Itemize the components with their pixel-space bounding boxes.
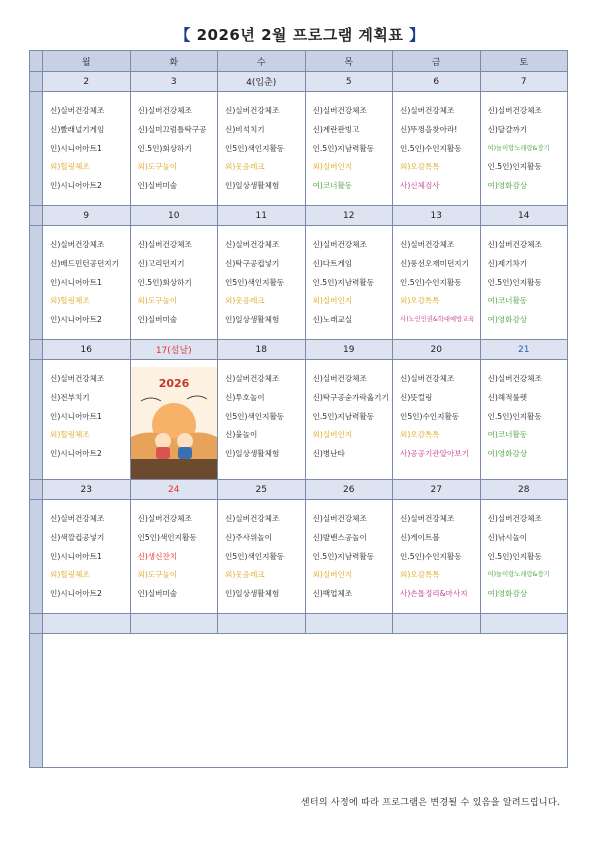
program-item: 신)실버건강체조 xyxy=(225,106,280,115)
date-cell: 13 xyxy=(393,206,481,226)
day-program-cell xyxy=(43,226,131,340)
program-item: 인.5인)지남력활동 xyxy=(312,277,375,287)
blank-cell xyxy=(480,614,568,634)
program-item: 인5인)색인지활동 xyxy=(225,551,285,561)
date-cell: 14 xyxy=(480,206,568,226)
weekday-sat: 토 xyxy=(480,51,568,72)
program-item: 신)게이트볼 xyxy=(400,532,440,542)
program-item: 신)실버건강체조 xyxy=(50,514,105,523)
day-program-cell xyxy=(393,226,481,340)
program-item: 외)실버인지 xyxy=(312,570,353,580)
program-item: 인)시니어아트1 xyxy=(50,277,102,287)
program-item: 신)낚시놀이 xyxy=(487,532,528,542)
program-item: 여)영화감상 xyxy=(487,181,528,191)
program-item: 외)웃음레크 xyxy=(225,162,265,172)
program-item: 신)계란판빙고 xyxy=(312,124,360,134)
day-program-cell xyxy=(43,500,131,614)
program-item: 신)빨래널기게임 xyxy=(50,124,105,134)
date-cell: 17(설날) xyxy=(130,340,218,360)
program-item: 신)실버건강체조 xyxy=(312,374,367,383)
program-item: 신)실버건강체조 xyxy=(225,374,280,383)
program-list xyxy=(481,500,568,599)
program-row xyxy=(30,360,568,480)
program-list xyxy=(218,360,305,459)
date-cell: 26 xyxy=(305,480,393,500)
program-list xyxy=(393,92,480,191)
program-item: 인)시니어아트2 xyxy=(50,449,102,459)
day-program-cell xyxy=(305,92,393,206)
program-item: 인)시니어아트2 xyxy=(50,315,102,325)
program-item: 외)힐링체조 xyxy=(50,162,90,172)
weekday-wed: 수 xyxy=(218,51,306,72)
program-list xyxy=(393,500,480,599)
program-list xyxy=(306,500,393,599)
program-row xyxy=(30,92,568,206)
program-item: 여)영화감상 xyxy=(487,449,528,459)
day-program-cell xyxy=(393,360,481,480)
day-program-cell xyxy=(305,360,393,480)
day-program-cell xyxy=(480,92,568,206)
day-program-cell xyxy=(218,226,306,340)
program-item: 여)코너활동 xyxy=(487,296,528,306)
notes-area xyxy=(43,634,568,768)
program-list xyxy=(218,226,305,325)
day-program-cell xyxy=(480,226,568,340)
date-row xyxy=(30,340,568,360)
program-item: 인)시니어아트1 xyxy=(50,143,102,153)
day-program-cell xyxy=(218,500,306,614)
program-item: 신)주사위놀이 xyxy=(225,532,272,542)
weekday-tue: 화 xyxy=(130,51,218,72)
row-side-cell xyxy=(30,92,43,206)
blank-cell xyxy=(43,614,131,634)
program-item: 사)공공기관알아보기 xyxy=(400,449,469,459)
program-item: 외)오감톡톡 xyxy=(400,430,440,440)
program-item: 여)놀이랑노래랑&장기 xyxy=(487,571,550,579)
program-item: 외)오감톡톡 xyxy=(400,296,440,306)
program-item: 인)일상생활체험 xyxy=(225,181,280,191)
program-item: 인5인)색인지활동 xyxy=(225,277,285,287)
program-item: 신)발밴스공놀이 xyxy=(312,532,367,542)
program-item: 인.5인)지남력활동 xyxy=(312,551,375,561)
row-side-cell xyxy=(30,360,43,480)
day-program-cell xyxy=(130,92,218,206)
weekday-header-row xyxy=(30,51,568,72)
program-item: 신)해적룰렛 xyxy=(487,392,528,402)
blank-cell xyxy=(393,614,481,634)
program-item: 인5인)색인지활동 xyxy=(225,411,285,421)
program-item: 사)노인인권&학대예방교육 xyxy=(400,316,475,324)
title-bracket-left: 【 xyxy=(175,26,191,44)
program-item: 인.5인)인지활동 xyxy=(487,277,542,287)
program-item: 신)탁구공숟가락옮기기 xyxy=(312,392,389,402)
program-item: 여)코너활동 xyxy=(312,181,353,191)
date-cell: 21 xyxy=(480,340,568,360)
program-list xyxy=(306,360,393,459)
program-item: 신)실버건강체조 xyxy=(312,240,367,249)
day-program-cell xyxy=(43,360,131,480)
program-list xyxy=(481,226,568,325)
program-list xyxy=(306,92,393,191)
program-item: 신)뚜껑을찾아라! xyxy=(400,124,458,134)
program-item: 외)오감톡톡 xyxy=(400,570,440,580)
program-item: 신)백업체조 xyxy=(312,589,353,599)
program-item: 인)시니어아트2 xyxy=(50,181,102,191)
program-item: 여)영화감상 xyxy=(487,315,528,325)
date-cell: 9 xyxy=(43,206,131,226)
program-list xyxy=(218,500,305,599)
program-item: 외)실버인지 xyxy=(312,162,353,172)
program-list xyxy=(481,360,568,459)
program-item: 인.5인)수인지활동 xyxy=(400,277,462,287)
weekday-mon: 월 xyxy=(43,51,131,72)
weekday-thu: 목 xyxy=(305,51,393,72)
program-item: 인)실버미술 xyxy=(137,181,178,191)
program-item: 신)노래교실 xyxy=(312,315,353,325)
date-cell: 25 xyxy=(218,480,306,500)
program-item: 신)전부치기 xyxy=(50,392,90,402)
title-text: 2026년 2월 프로그램 계획표 xyxy=(196,26,404,44)
program-list xyxy=(393,226,480,325)
date-cell: 4(입춘) xyxy=(218,72,306,92)
program-item: 신)실버건강체조 xyxy=(487,240,542,249)
program-item: 신)실미끄럼틀탁구공 xyxy=(137,124,207,134)
program-item: 외)실버인지 xyxy=(312,430,353,440)
row-side-cell xyxy=(30,500,43,614)
program-item: 여)놀이랑노래랑&장기 xyxy=(487,144,550,152)
program-item: 외)웃음레크 xyxy=(225,570,265,580)
program-item: 신)비석치기 xyxy=(225,124,265,134)
row-side-cell xyxy=(30,614,43,634)
weekday-fri: 금 xyxy=(393,51,481,72)
change-notice: 센터의 사정에 따라 프로그램은 변경될 수 있음을 알려드립니다. xyxy=(300,798,560,808)
holiday-poster-cell xyxy=(130,360,218,480)
program-item: 신)실버건강체조 xyxy=(487,106,542,115)
program-item: 인5인)색인지활동 xyxy=(137,532,197,542)
program-item: 신)실버건강체조 xyxy=(50,374,105,383)
program-item: 외)힐링체조 xyxy=(50,570,90,580)
program-item: 신)실버건강체조 xyxy=(137,514,192,523)
day-program-cell xyxy=(130,500,218,614)
program-item: 신)실버건강체조 xyxy=(400,374,455,383)
program-item: 신)투호놀이 xyxy=(225,392,265,402)
program-item: 인)시니어아트1 xyxy=(50,411,102,421)
program-item: 신)실버건강체조 xyxy=(225,240,280,249)
date-cell: 6 xyxy=(393,72,481,92)
program-item: 신)실버건강체조 xyxy=(400,106,455,115)
date-cell: 2 xyxy=(43,72,131,92)
program-list xyxy=(43,500,130,599)
day-program-cell xyxy=(393,500,481,614)
poster-illustration xyxy=(131,367,217,479)
program-list xyxy=(306,226,393,325)
date-cell: 20 xyxy=(393,340,481,360)
program-item: 인)일상생활체험 xyxy=(225,315,280,325)
program-item: 인)실버미술 xyxy=(137,589,178,599)
program-item: 외)실버인지 xyxy=(312,296,353,306)
program-item: 인.5인)인지활동 xyxy=(487,162,542,172)
program-item: 외)도구놀이 xyxy=(137,570,178,580)
program-list xyxy=(43,226,130,325)
program-item: 인)실버미술 xyxy=(137,315,178,325)
program-item: 인.5인)수인지활동 xyxy=(400,551,462,561)
program-item: 외)오감톡톡 xyxy=(400,162,440,172)
program-item: 인)일상생활체험 xyxy=(225,589,280,599)
program-item: 신)색깔컵공넣기 xyxy=(50,532,105,542)
poster-year: 2026 xyxy=(158,377,190,390)
program-item: 신)실버건강체조 xyxy=(137,240,192,249)
program-item: 신)실버건강체조 xyxy=(312,106,367,115)
program-item: 인.5인)지남력활동 xyxy=(312,411,375,421)
title-bracket-right: 】 xyxy=(409,26,425,44)
row-side-cell xyxy=(30,634,43,768)
program-calendar xyxy=(29,50,568,768)
program-item: 신)실버건강체조 xyxy=(400,514,455,523)
program-item: 신)뜻컬링 xyxy=(400,392,433,402)
program-item: 외)도구놀이 xyxy=(137,162,178,172)
row-side-cell xyxy=(30,72,43,92)
date-row xyxy=(30,72,568,92)
program-list xyxy=(131,500,218,599)
program-list xyxy=(131,92,218,191)
program-item: 신)다트게임 xyxy=(312,258,353,268)
program-list xyxy=(393,360,480,459)
program-item: 신)윷놀이 xyxy=(225,430,258,440)
date-cell: 12 xyxy=(305,206,393,226)
program-item: 외)웃음레크 xyxy=(225,296,265,306)
notes-row xyxy=(30,634,568,768)
program-item: 외)힐링체조 xyxy=(50,430,90,440)
date-cell: 16 xyxy=(43,340,131,360)
program-item: 인)일상생활체험 xyxy=(225,449,280,459)
program-item: 인.5인)인지활동 xyxy=(487,411,542,421)
program-item: 인)시니어아트2 xyxy=(50,589,102,599)
date-cell: 18 xyxy=(218,340,306,360)
program-item: 신)고리던지기 xyxy=(137,258,185,268)
program-item: 신)생신잔치 xyxy=(137,551,178,561)
date-cell: 11 xyxy=(218,206,306,226)
program-item: 여)영화감상 xyxy=(487,589,528,599)
day-program-cell xyxy=(43,92,131,206)
day-program-cell xyxy=(305,500,393,614)
program-row xyxy=(30,226,568,340)
header-corner xyxy=(30,51,43,72)
blank-row xyxy=(30,614,568,634)
program-item: 신)실버건강체조 xyxy=(312,514,367,523)
program-item: 인.5인)지남력활동 xyxy=(312,143,375,153)
day-program-cell xyxy=(130,226,218,340)
program-item: 신)달걀까기 xyxy=(487,124,528,134)
program-item: 신)실버건강체조 xyxy=(50,240,105,249)
program-item: 인5인)색인지활동 xyxy=(225,143,285,153)
date-row xyxy=(30,480,568,500)
program-item: 인.5인)회상하기 xyxy=(137,277,192,287)
date-cell: 23 xyxy=(43,480,131,500)
date-cell: 28 xyxy=(480,480,568,500)
program-item: 신)풍선오재미던지기 xyxy=(400,258,469,268)
program-item: 신)실버건강체조 xyxy=(487,514,542,523)
program-item: 신)병난타 xyxy=(312,449,345,459)
day-program-cell xyxy=(305,226,393,340)
date-cell: 24 xyxy=(130,480,218,500)
program-item: 외)도구놀이 xyxy=(137,296,178,306)
program-item: 신)실버건강체조 xyxy=(137,106,192,115)
page-title xyxy=(0,24,600,45)
program-item: 인)시니어아트1 xyxy=(50,551,102,561)
program-item: 외)힐링체조 xyxy=(50,296,90,306)
program-item: 사)신체검사 xyxy=(400,181,440,191)
row-side-cell xyxy=(30,480,43,500)
date-cell: 3 xyxy=(130,72,218,92)
date-cell: 10 xyxy=(130,206,218,226)
blank-cell xyxy=(130,614,218,634)
date-row xyxy=(30,206,568,226)
program-item: 신)실버건강체조 xyxy=(50,106,105,115)
program-row xyxy=(30,500,568,614)
program-item: 신)실버건강체조 xyxy=(225,514,280,523)
day-program-cell xyxy=(480,500,568,614)
day-program-cell xyxy=(393,92,481,206)
program-item: 인5인)수인지활동 xyxy=(400,411,460,421)
row-side-cell xyxy=(30,340,43,360)
row-side-cell xyxy=(30,226,43,340)
program-list xyxy=(43,360,130,459)
date-cell: 27 xyxy=(393,480,481,500)
program-list xyxy=(131,226,218,325)
day-program-cell xyxy=(218,360,306,480)
program-item: 인.5인)인지활동 xyxy=(487,551,542,561)
program-item: 여)코너활동 xyxy=(487,430,528,440)
program-item: 신)제기차기 xyxy=(487,258,528,268)
program-item: 사)손톱정리&마사지 xyxy=(400,589,468,599)
blank-cell xyxy=(305,614,393,634)
blank-cell xyxy=(218,614,306,634)
program-item: 신)실버건강체조 xyxy=(487,374,542,383)
program-item: 인.5인)회상하기 xyxy=(137,143,192,153)
day-program-cell xyxy=(480,360,568,480)
date-cell: 5 xyxy=(305,72,393,92)
date-cell: 19 xyxy=(305,340,393,360)
date-cell: 7 xyxy=(480,72,568,92)
program-item: 신)배드민턴공던지기 xyxy=(50,258,119,268)
day-program-cell xyxy=(218,92,306,206)
program-item: 신)실버건강체조 xyxy=(400,240,455,249)
program-item: 인.5인)수인지활동 xyxy=(400,143,462,153)
row-side-cell xyxy=(30,206,43,226)
program-list xyxy=(481,92,568,191)
program-list xyxy=(218,92,305,191)
new-year-poster-image xyxy=(131,367,217,479)
program-list xyxy=(43,92,130,191)
program-item: 신)탁구공컵넣기 xyxy=(225,258,280,268)
